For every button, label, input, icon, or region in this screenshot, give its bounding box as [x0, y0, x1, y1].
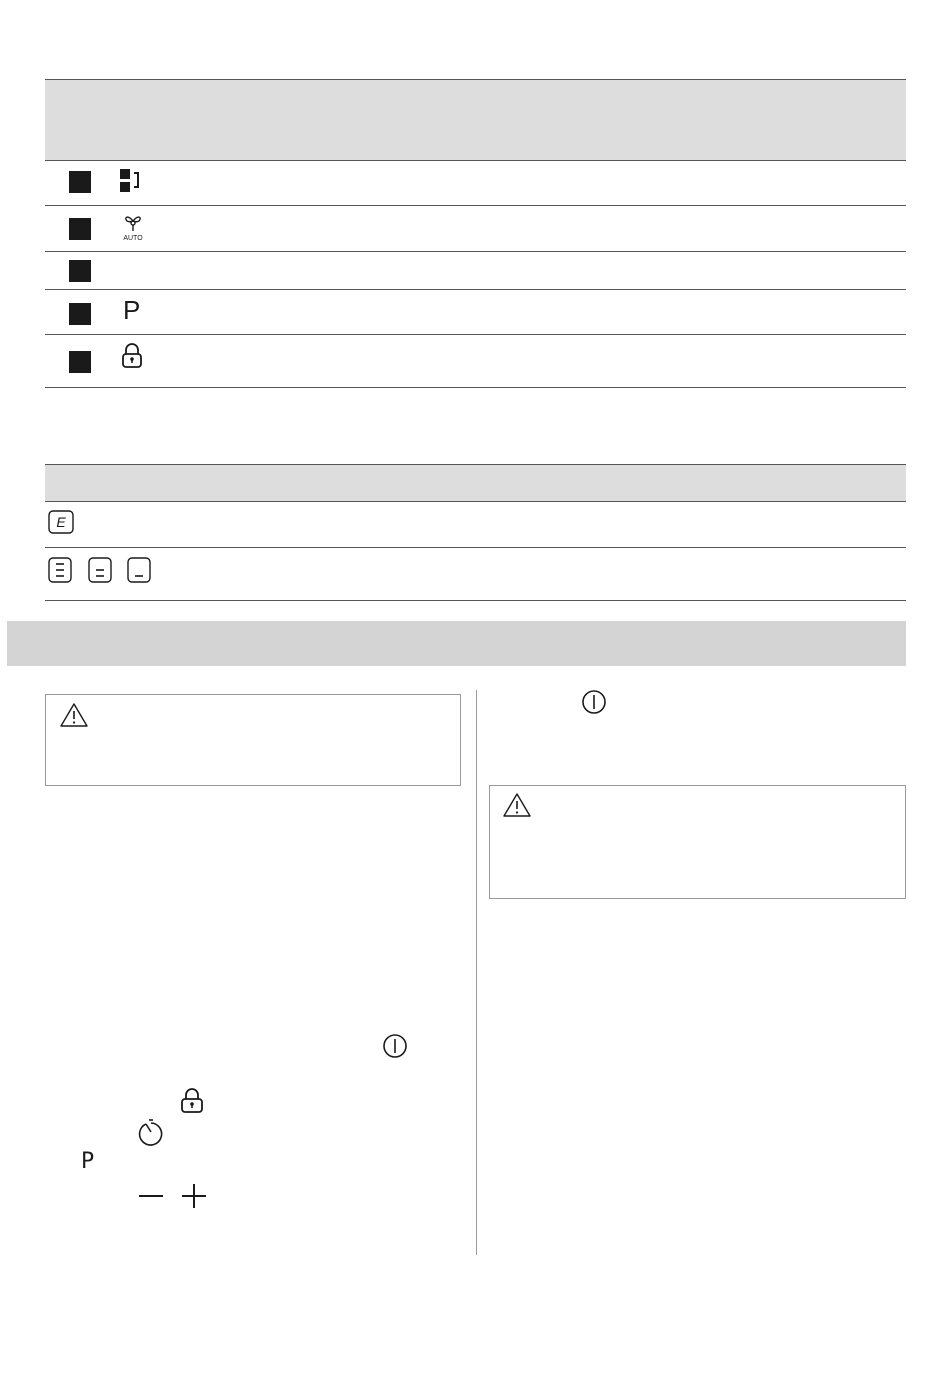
table-row — [45, 290, 906, 335]
bridge-function-icon — [119, 168, 143, 196]
warning-triangle-icon — [502, 792, 532, 818]
lock-icon — [121, 343, 143, 369]
lock-icon — [180, 1087, 204, 1114]
table-row — [45, 206, 906, 252]
error-e-display-icon — [48, 510, 76, 536]
fan-auto-icon — [121, 212, 145, 242]
minus-icon — [137, 1184, 165, 1208]
p-label: P — [81, 1149, 95, 1174]
table-row — [45, 335, 906, 388]
warning-triangle-icon — [59, 702, 89, 728]
section-heading-bar — [7, 621, 906, 666]
column-divider — [476, 690, 477, 1255]
indicator-square — [69, 351, 91, 373]
timer-icon — [137, 1118, 165, 1148]
on-off-icon — [381, 1032, 409, 1060]
residual-heat-mid-icon — [88, 557, 114, 585]
power-boost-p-icon — [123, 296, 140, 324]
residual-heat-high-icon — [48, 557, 74, 585]
power-boost-p-icon — [81, 1150, 94, 1174]
indicator-square — [69, 218, 91, 240]
table-row — [45, 252, 906, 290]
warning-box-left — [45, 694, 461, 786]
table-row — [45, 501, 906, 548]
on-off-icon — [580, 688, 608, 716]
indicator-square — [69, 303, 91, 325]
table-row — [45, 160, 906, 206]
error-e-label: E — [56, 514, 66, 530]
fan-auto-label: AUTO — [123, 235, 143, 242]
power-boost-p-label: P — [123, 295, 141, 325]
indicator-square — [69, 260, 91, 282]
indicator-table-header — [45, 79, 906, 161]
display-table-header — [45, 464, 906, 502]
plus-icon — [180, 1182, 208, 1210]
warning-box-right — [489, 785, 906, 899]
residual-heat-low-icon — [127, 557, 153, 585]
indicator-square — [69, 171, 91, 193]
table-row — [45, 548, 906, 601]
